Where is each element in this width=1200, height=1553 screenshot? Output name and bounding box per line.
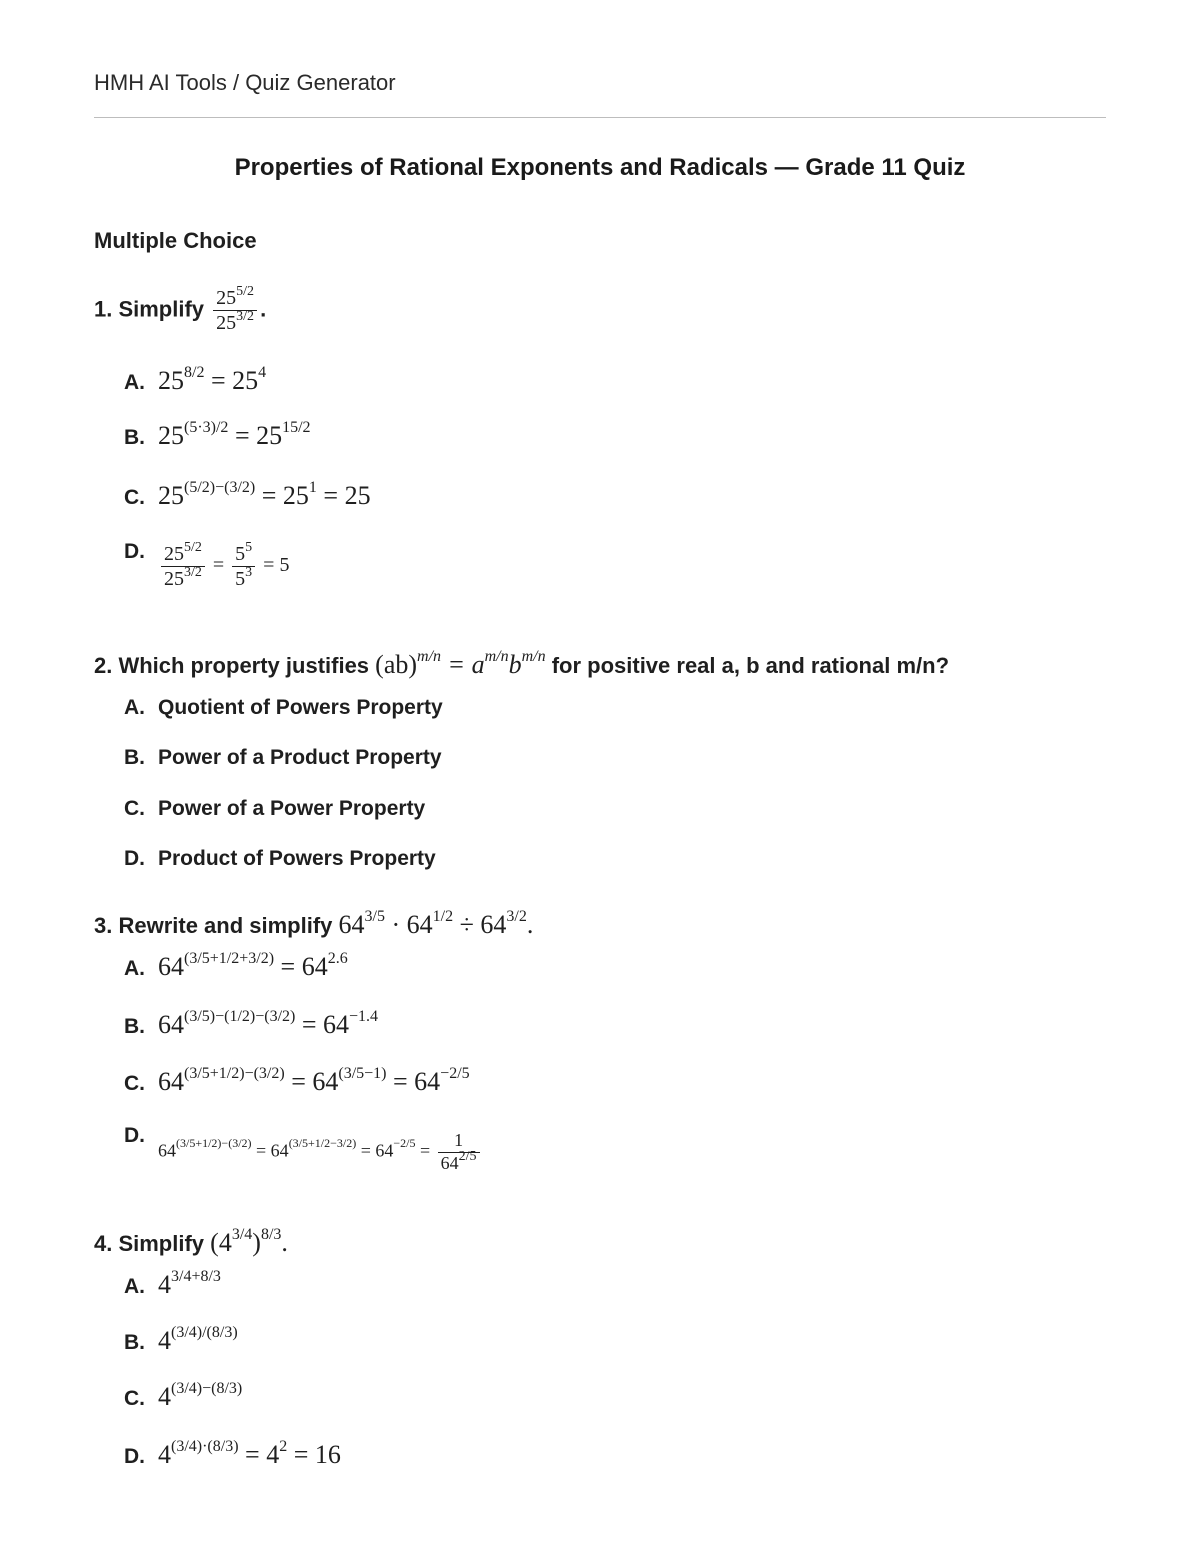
question-2-option-c[interactable]: C. Power of a Power Property: [124, 797, 426, 820]
question-4: 4. Simplify $(4^{3/4})^{8/3}$.: [94, 1226, 288, 1257]
question-1-option-a[interactable]: A. $25^{8/2} = 25^4$: [124, 364, 267, 395]
question-1: 1. Simplify $\frac{25^{5/2}}{25^{3/2}}$ .: [94, 284, 267, 334]
breadcrumb[interactable]: HMH AI Tools / Quiz Generator: [94, 70, 396, 95]
section-heading: Multiple Choice: [94, 228, 257, 253]
question-4-option-b[interactable]: B. $4^{(3/4)/(8/3)}$: [124, 1324, 238, 1355]
question-3: 3. Rewrite and simplify $64^{3/5} \cdot 64^{1/2} \div 64^{3/2}$.: [94, 908, 534, 939]
question-4-option-d[interactable]: D. $4^{(3/4)\cdot(8/3)} = 4^2 = 16$: [124, 1438, 341, 1469]
question-2-option-a[interactable]: A. Quotient of Powers Property: [124, 696, 443, 719]
quiz-title: Properties of Rational Exponents and Radicals — Grade 11 Quiz: [234, 154, 966, 181]
question-3-option-a[interactable]: A. $64^{(3/5+1/2+3/2)} = 64^{2.6}$: [124, 950, 348, 981]
question-3-option-d[interactable]: $D.64^{(3/5+1/2)-(3/2)} = 64^{(3/5+1/2-3/2)} = 64^{-2/5}$ = $\frac{1}{64^{2/5}}$: [124, 1124, 483, 1174]
question-2-option-d[interactable]: D. Product of Powers Property: [124, 847, 436, 870]
question-1-option-b[interactable]: B. $25^{(5\cdot 3)/2} = 25^{15/2}$: [124, 419, 311, 450]
question-2: 2. Which property justifies $(ab)^{m/n} = a^{m/n}b^{m/n}$ for positive real a, b and rational m/n?: [94, 648, 950, 679]
question-3-option-c[interactable]: C. $64^{(3/5+1/2)-(3/2)} = 64^{(3/5-1)} = 64^{-2/5}$: [124, 1065, 470, 1096]
question-1-option-c[interactable]: C. $25^{(5/2)-(3/2)} = 25^1 = 25$: [124, 479, 371, 510]
question-3-option-b[interactable]: B. $64^{(3/5)-(1/2)-(3/2)} = 64^{-1.4}$: [124, 1008, 379, 1039]
question-1-fraction: $\frac{25^{5/2}}{25^{3/2}}$: [213, 286, 257, 335]
question-4-option-c[interactable]: C. $4^{(3/4)-(8/3)}$: [124, 1380, 243, 1411]
question-2-option-b[interactable]: B. Power of a Product Property: [124, 746, 442, 769]
question-4-option-a[interactable]: A. $4^{3/4+8/3}$: [124, 1268, 221, 1299]
question-1-option-d[interactable]: D. $\frac{25^{5/2}}{25^{3/2}}$ = $\frac{5^5}{5^3}$ = 5: [124, 540, 290, 590]
question-1-prompt: 1. Simplify: [94, 296, 205, 322]
header-divider: [94, 117, 1106, 118]
